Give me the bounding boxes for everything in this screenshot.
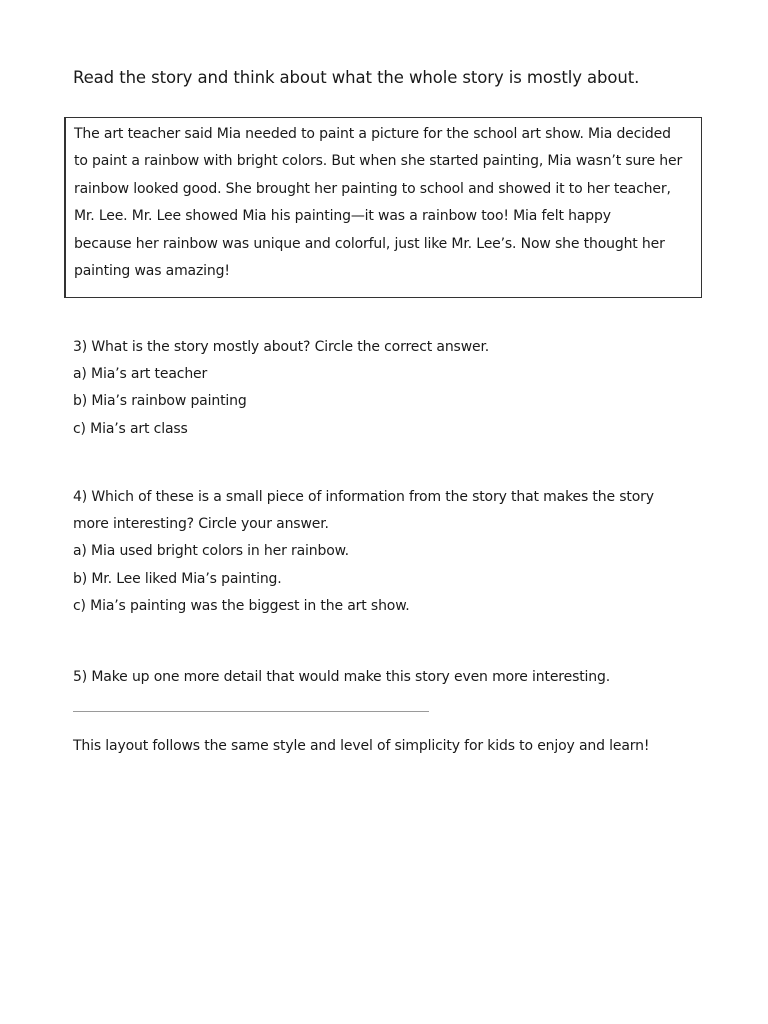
question-4 [73, 484, 654, 620]
answer-write-line[interactable] [73, 711, 429, 712]
answer-option-a[interactable]: a) Mia used bright colors in her rainbow. [73, 543, 349, 560]
instruction-heading: Read the story and think about what the whole story is mostly about. [73, 68, 640, 87]
footer-note: This layout follows the same style and level of simplicity for kids to enjoy and learn! [73, 738, 650, 754]
question-prompt: 4) Which of these is a small piece of information from the story that makes the story [73, 489, 654, 505]
story-line: painting was amazing! [74, 263, 230, 280]
story-text [74, 121, 693, 285]
answer-option-b[interactable]: b) Mia’s rainbow painting [73, 393, 247, 410]
question-prompt: 5) Make up one more detail that would make this story even more interesting. [73, 669, 611, 685]
answer-option-c[interactable]: c) Mia’s art class [73, 420, 188, 437]
story-line: The art teacher said Mia needed to paint a picture for the school art show. Mia decided [74, 126, 671, 142]
story-line: to paint a rainbow with bright colors. But when she started painting, Mia wasn’t sure her [74, 153, 683, 170]
answer-option-a[interactable]: a) Mia’s art teacher [73, 366, 208, 383]
answer-option-b[interactable]: b) Mr. Lee liked Mia’s painting. [73, 570, 282, 587]
question-5 [73, 664, 610, 691]
story-line: rainbow looked good. She brought her painting to school and showed it to her teacher, [74, 180, 671, 197]
story-box [64, 117, 702, 298]
story-line: Mr. Lee. Mr. Lee showed Mia his painting—it was a rainbow too! Mia felt happy [74, 208, 611, 225]
story-line: because her rainbow was unique and colorful, just like Mr. Lee’s. Now she thought her [74, 235, 665, 252]
answer-option-c[interactable]: c) Mia’s painting was the biggest in the art show. [73, 597, 410, 614]
question-prompt: 3) What is the story mostly about? Circle the correct answer. [73, 339, 490, 355]
question-3 [73, 334, 489, 443]
question-prompt: more interesting? Circle your answer. [73, 516, 329, 533]
